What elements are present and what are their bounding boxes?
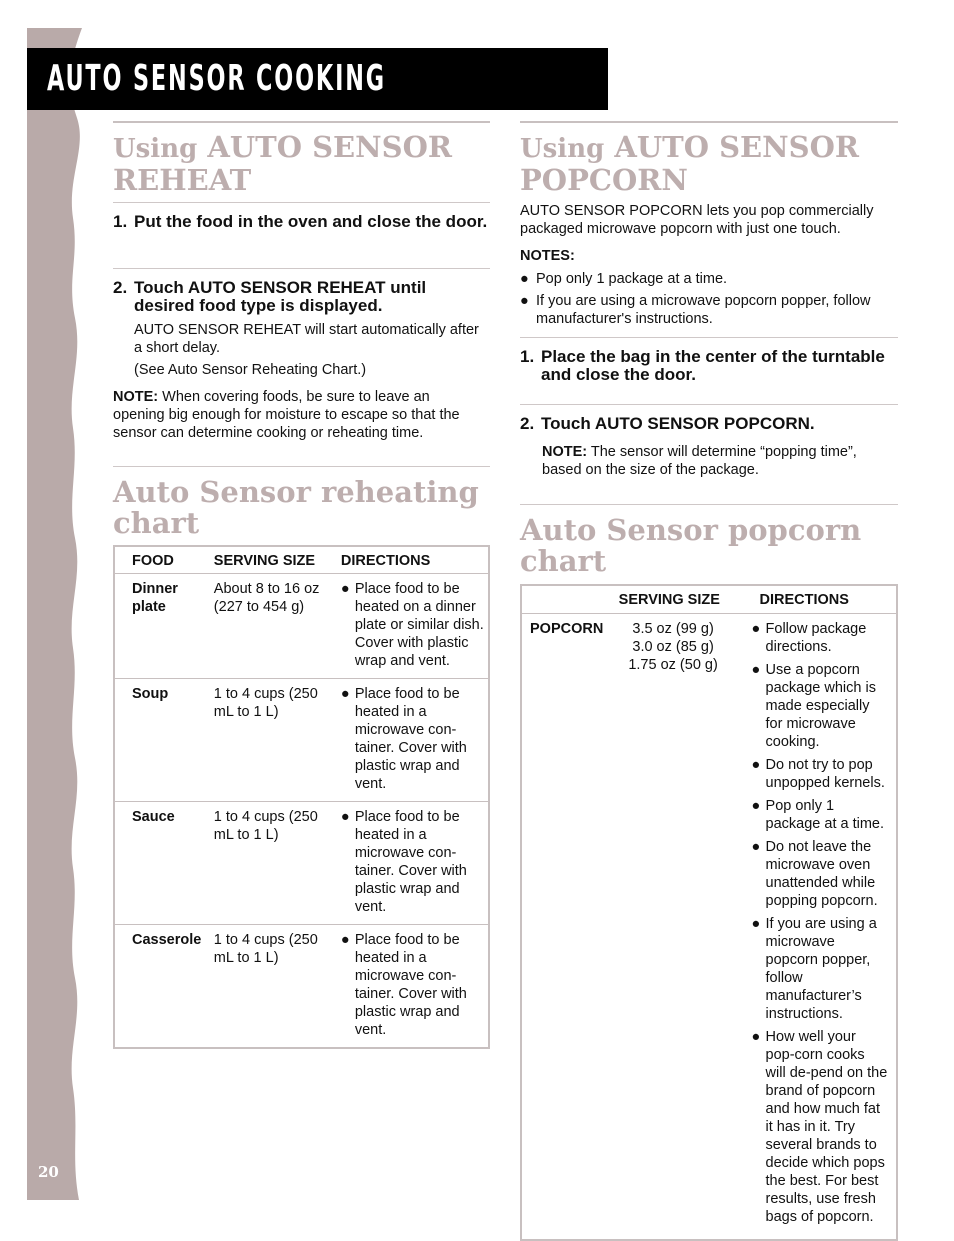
divider	[520, 337, 898, 338]
table-row	[114, 802, 489, 925]
popcorn-note	[542, 443, 892, 479]
popcorn-chart-heading: Auto Sensor popcorn chart	[520, 513, 862, 578]
table-row	[114, 574, 489, 679]
list-item: ● Do not leave the microwave oven unattended while popping popcorn.	[751, 838, 878, 909]
heading-main: AUTO SENSOR	[207, 130, 452, 164]
note-text: The sensor will determine “popping time”, based on the size of the package.	[542, 444, 857, 478]
direction-text: Do not leave the microwave oven unattended while popping popcorn.	[765, 838, 878, 909]
note-text: When covering foods, be sure to leave an opening big enough for moisture to escape so that the sensor can determine cooking or reheating time.	[113, 389, 460, 441]
step-text: Touch AUTO SENSOR REHEAT until desired food type is displayed.	[134, 278, 427, 315]
divider	[520, 121, 898, 123]
serving-cell: About 8 to 16 oz (227 to 454 g)	[214, 574, 341, 679]
divider	[520, 404, 898, 405]
serving-cell	[619, 613, 736, 1240]
list-item: ● How well your pop-corn cooks will de-pend on the brand of popcorn and how much fat it has in it. Try several brands to decide which pops the best. For best results, use fresh bags of popcorn.	[751, 1028, 888, 1225]
direction-text: Use a popcorn package which is made especially for microwave cooking.	[765, 661, 876, 750]
food-cell: Sauce	[114, 802, 214, 925]
direction-text: Follow package directions.	[765, 620, 867, 655]
heading-using: Using	[520, 134, 605, 164]
food-cell: POPCORN	[521, 613, 619, 1240]
note-text: If you are using a microwave popcorn popper, follow manufacturer's instructions.	[536, 293, 871, 327]
decorative-sidebar	[27, 28, 82, 1200]
page-title: AUTO SENSOR COOKING	[47, 58, 386, 99]
table-row	[114, 925, 489, 1049]
step-text: Touch AUTO SENSOR POPCORN.	[541, 414, 815, 433]
note-text: Pop only 1 package at a time.	[536, 271, 728, 287]
note-label: NOTE:	[113, 389, 159, 405]
directions-cell: ● Place food to be heated in a microwave con-tainer. Cover with plastic wrap and vent.	[341, 802, 489, 925]
list-item: ● Pop only 1 package at a time.	[751, 797, 885, 832]
reheat-step-2-reference: (See Auto Sensor Reheating Chart.)	[134, 362, 367, 378]
table-header-row	[521, 585, 897, 613]
list-item: ● Do not try to pop unpopped kernels.	[751, 756, 885, 791]
direction-text: Pop only 1 package at a time.	[765, 797, 885, 832]
directions-text: Place food to be heated in a microwave con-tainer. Cover with plastic wrap and vent.	[354, 932, 467, 1038]
popcorn-chart-table	[520, 584, 898, 1241]
step-number: 2.	[520, 414, 535, 433]
popcorn-heading	[520, 132, 898, 196]
step-text: Put the food in the oven and close the door.	[134, 212, 488, 231]
direction-text: Do not try to pop unpopped kernels.	[765, 756, 885, 791]
step-number: 2.	[113, 278, 128, 297]
heading-main2: POPCORN	[520, 163, 688, 197]
reheat-step-1	[113, 213, 490, 231]
popcorn-intro: AUTO SENSOR POPCORN lets you pop commercially packaged microwave popcorn with just one touch.	[520, 203, 874, 237]
directions-text: Place food to be heated in a microwave con-tainer. Cover with plastic wrap and vent.	[354, 686, 467, 792]
direction-text: If you are using a microwave popcorn popper, follow manufacturer’s instructions.	[765, 915, 877, 1022]
serving-size: 3.0 oz (85 g)	[632, 638, 714, 655]
heading-main2: REHEAT	[113, 163, 252, 197]
divider	[113, 466, 490, 467]
heading-main: AUTO SENSOR	[614, 130, 859, 164]
header-directions: DIRECTIONS	[340, 553, 431, 569]
page-number: 20	[38, 1163, 59, 1181]
header-food-empty	[521, 585, 619, 613]
reheat-note	[113, 388, 485, 442]
step-text: Place the bag in the center of the turntable and close the door.	[541, 347, 885, 384]
divider	[113, 121, 490, 123]
header-directions: DIRECTIONS	[759, 592, 849, 609]
reheat-step-2-detail: AUTO SENSOR REHEAT will start automatically after a short delay.	[134, 322, 479, 356]
popcorn-step-2	[520, 415, 898, 433]
food-cell: Casserole	[114, 925, 214, 1049]
list-item: ● Follow package directions.	[751, 620, 867, 655]
step-number: 1.	[520, 347, 535, 366]
table-row	[114, 679, 489, 802]
directions-text: Place food to be heated in a microwave con-tainer. Cover with plastic wrap and vent.	[354, 809, 467, 915]
food-cell: Soup	[114, 679, 214, 802]
list-item: ● Use a popcorn package which is made especially for microwave cooking.	[751, 661, 876, 750]
reheat-chart-table	[113, 545, 490, 1049]
serving-cell: 1 to 4 cups (250 mL to 1 L)	[214, 925, 341, 1049]
reheat-heading	[113, 132, 490, 196]
reheat-chart-heading: Auto Sensor reheating chart	[113, 475, 479, 540]
direction-text: How well your pop-corn cooks will de-pend on the brand of popcorn and how much fat it has in it. Try several brands to decide which pops the best. For best results, use fresh bags of popcorn.	[765, 1028, 888, 1225]
directions-cell: ● Place food to be heated on a dinner plate or similar dish. Cover with plastic wrap and vent.	[341, 574, 489, 679]
header-serving-size: SERVING SIZE	[213, 553, 316, 569]
table-header-row	[114, 546, 489, 574]
header-food: FOOD	[132, 553, 174, 569]
serving-size: 1.75 oz (50 g)	[628, 656, 718, 673]
divider	[113, 268, 490, 269]
divider	[113, 202, 490, 203]
header-serving-size: SERVING SIZE	[618, 592, 720, 609]
list-item: ● If you are using a microwave popcorn popper, follow manufacturer’s instructions.	[751, 915, 877, 1022]
divider	[520, 504, 898, 505]
table-row	[521, 613, 897, 1240]
directions-cell	[736, 613, 897, 1240]
popcorn-step-1	[520, 348, 898, 384]
directions-cell: ● Place food to be heated in a microwave con-tainer. Cover with plastic wrap and vent.	[341, 925, 489, 1049]
serving-cell: 1 to 4 cups (250 mL to 1 L)	[214, 802, 341, 925]
serving-cell: 1 to 4 cups (250 mL to 1 L)	[214, 679, 341, 802]
popcorn-note-item: ● Pop only 1 package at a time.	[520, 271, 728, 287]
food-cell: Dinner plate	[114, 574, 214, 679]
directions-cell: ● Place food to be heated in a microwave con-tainer. Cover with plastic wrap and vent.	[341, 679, 489, 802]
popcorn-notes-label: NOTES:	[520, 248, 575, 264]
page-title-bar	[27, 48, 608, 110]
serving-size: 3.5 oz (99 g)	[632, 620, 714, 637]
step-number: 1.	[113, 212, 128, 231]
directions-text: Place food to be heated on a dinner plate or similar dish. Cover with plastic wrap and vent.	[354, 581, 484, 669]
reheat-step-2	[113, 279, 490, 315]
note-label: NOTE:	[542, 444, 588, 460]
heading-using: Using	[113, 134, 198, 164]
popcorn-note-item: ● If you are using a microwave popcorn popper, follow manufacturer's instructions.	[520, 293, 871, 327]
